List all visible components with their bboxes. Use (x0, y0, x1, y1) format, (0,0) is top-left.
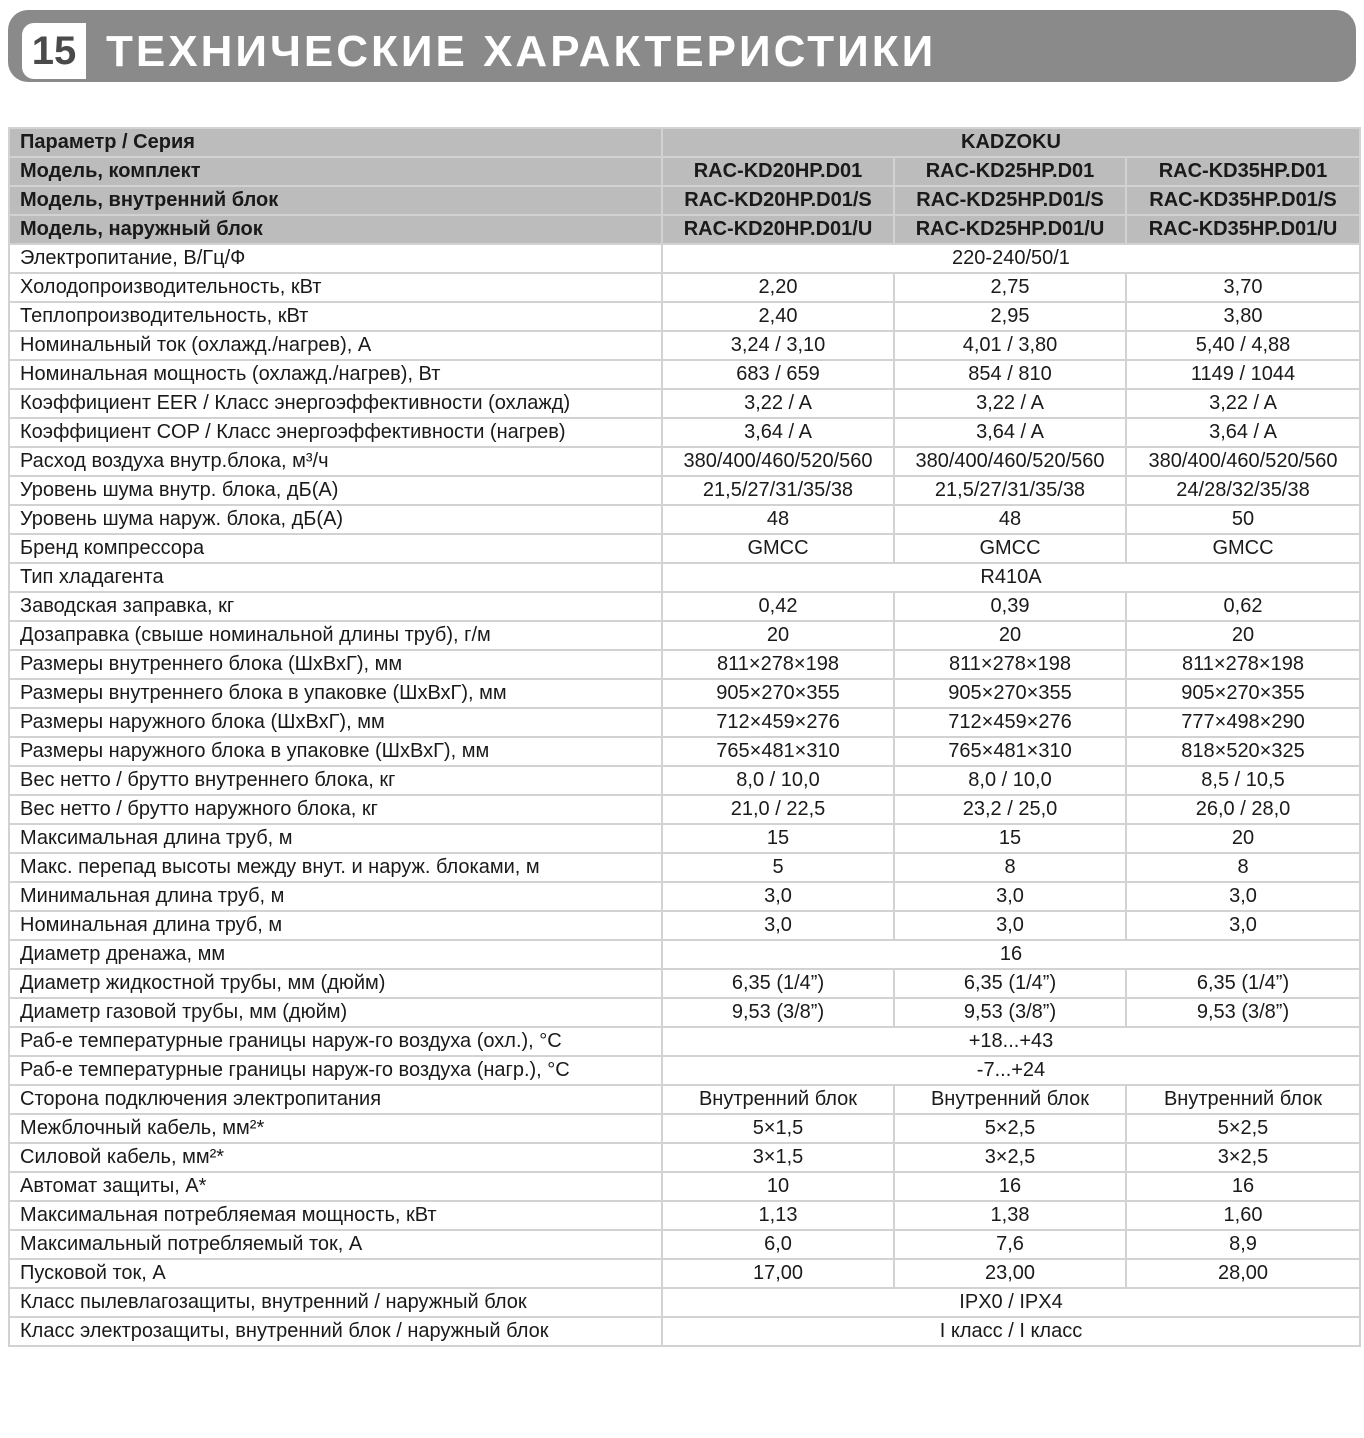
value-cell: 380/400/460/520/560 (1126, 447, 1360, 476)
value-cell: 21,5/27/31/35/38 (894, 476, 1126, 505)
value-cell: -7...+24 (662, 1056, 1360, 1085)
value-cell: GMCC (662, 534, 894, 563)
value-cell: 21,0 / 22,5 (662, 795, 894, 824)
value-cell: 26,0 / 28,0 (1126, 795, 1360, 824)
table-row (9, 1143, 1360, 1172)
value-cell: GMCC (1126, 534, 1360, 563)
spec-table (8, 127, 1361, 1347)
value-cell: 3,0 (662, 911, 894, 940)
value-cell: 380/400/460/520/560 (662, 447, 894, 476)
table-row (9, 1056, 1360, 1085)
model-cell: RAC-KD20HP.D01/S (662, 186, 894, 215)
value-cell: 3,80 (1126, 302, 1360, 331)
row-label: Номинальная мощность (охлажд./нагрев), Вт (9, 360, 662, 389)
value-cell: 15 (894, 824, 1126, 853)
model-cell: RAC-KD25HP.D01 (894, 157, 1126, 186)
series-value: KADZOKU (662, 128, 1360, 157)
value-cell: 9,53 (3/8”) (662, 998, 894, 1027)
row-label: Теплопроизводительность, кВт (9, 302, 662, 331)
table-row (9, 534, 1360, 563)
row-label: Холодопроизводительность, кВт (9, 273, 662, 302)
row-label: Уровень шума внутр. блока, дБ(А) (9, 476, 662, 505)
table-row (9, 592, 1360, 621)
model-cell: RAC-KD20HP.D01 (662, 157, 894, 186)
value-cell: 712×459×276 (894, 708, 1126, 737)
model-cell: RAC-KD25HP.D01/U (894, 215, 1126, 244)
value-cell: 905×270×355 (894, 679, 1126, 708)
section-banner (8, 10, 1356, 82)
table-row (9, 244, 1360, 273)
table-row (9, 969, 1360, 998)
table-row (9, 621, 1360, 650)
value-cell: 5×2,5 (1126, 1114, 1360, 1143)
table-row (9, 302, 1360, 331)
table-row (9, 1201, 1360, 1230)
value-cell: 6,35 (1/4”) (662, 969, 894, 998)
table-row (9, 1027, 1360, 1056)
row-label: Максимальный потребляемый ток, А (9, 1230, 662, 1259)
row-label: Электропитание, В/Гц/Ф (9, 244, 662, 273)
table-row (9, 476, 1360, 505)
value-cell: 15 (662, 824, 894, 853)
value-cell: 1,60 (1126, 1201, 1360, 1230)
row-label: Класс пылевлагозащиты, внутренний / наружный блок (9, 1288, 662, 1317)
value-cell: 854 / 810 (894, 360, 1126, 389)
value-cell: 905×270×355 (662, 679, 894, 708)
row-label: Межблочный кабель, мм²* (9, 1114, 662, 1143)
value-cell: 6,0 (662, 1230, 894, 1259)
row-label: Пусковой ток, А (9, 1259, 662, 1288)
header-row-model (9, 215, 1360, 244)
value-cell: 1,13 (662, 1201, 894, 1230)
table-row (9, 1259, 1360, 1288)
value-cell: 8,0 / 10,0 (662, 766, 894, 795)
row-label: Размеры наружного блока в упаковке (ШхВхГ), мм (9, 737, 662, 766)
value-cell: 3,0 (894, 882, 1126, 911)
value-cell: 9,53 (3/8”) (894, 998, 1126, 1027)
value-cell: Внутренний блок (894, 1085, 1126, 1114)
value-cell: 20 (1126, 824, 1360, 853)
value-cell: 2,95 (894, 302, 1126, 331)
row-label: Коэффициент COP / Класс энергоэффективности (нагрев) (9, 418, 662, 447)
value-cell: 3,22 / A (1126, 389, 1360, 418)
value-cell: 3,22 / A (894, 389, 1126, 418)
value-cell: Внутренний блок (1126, 1085, 1360, 1114)
value-cell: 765×481×310 (894, 737, 1126, 766)
table-row (9, 418, 1360, 447)
row-label: Заводская заправка, кг (9, 592, 662, 621)
value-cell: 10 (662, 1172, 894, 1201)
value-cell: 9,53 (3/8”) (1126, 998, 1360, 1027)
row-label: Бренд компрессора (9, 534, 662, 563)
value-cell: 8,0 / 10,0 (894, 766, 1126, 795)
value-cell: 20 (662, 621, 894, 650)
table-row (9, 1114, 1360, 1143)
value-cell: 23,00 (894, 1259, 1126, 1288)
table-row (9, 563, 1360, 592)
value-cell: 21,5/27/31/35/38 (662, 476, 894, 505)
row-label: Диаметр дренажа, мм (9, 940, 662, 969)
table-row (9, 360, 1360, 389)
value-cell: 8 (1126, 853, 1360, 882)
row-label: Расход воздуха внутр.блока, м³/ч (9, 447, 662, 476)
value-cell: 3,70 (1126, 273, 1360, 302)
row-label: Класс электрозащиты, внутренний блок / наружный блок (9, 1317, 662, 1346)
table-row (9, 447, 1360, 476)
value-cell: IPX0 / IPX4 (662, 1288, 1360, 1317)
row-label: Раб-е температурные границы наруж-го воздуха (охл.), °С (9, 1027, 662, 1056)
table-row (9, 650, 1360, 679)
value-cell: 5,40 / 4,88 (1126, 331, 1360, 360)
model-cell: RAC-KD35HP.D01/S (1126, 186, 1360, 215)
model-cell: RAC-KD35HP.D01/U (1126, 215, 1360, 244)
row-label: Уровень шума наруж. блока, дБ(А) (9, 505, 662, 534)
value-cell: 17,00 (662, 1259, 894, 1288)
value-cell: 765×481×310 (662, 737, 894, 766)
value-cell: 3,0 (662, 882, 894, 911)
value-cell: 8 (894, 853, 1126, 882)
table-row (9, 708, 1360, 737)
value-cell: 3,0 (1126, 911, 1360, 940)
table-row (9, 1317, 1360, 1346)
value-cell: 3,64 / A (894, 418, 1126, 447)
value-cell: Внутренний блок (662, 1085, 894, 1114)
value-cell: 48 (894, 505, 1126, 534)
value-cell: 3,64 / A (1126, 418, 1360, 447)
row-label: Вес нетто / брутто внутреннего блока, кг (9, 766, 662, 795)
section-title: ТЕХНИЧЕСКИЕ ХАРАКТЕРИСТИКИ (106, 27, 937, 76)
value-cell: 5×1,5 (662, 1114, 894, 1143)
row-label: Вес нетто / брутто наружного блока, кг (9, 795, 662, 824)
table-row (9, 1288, 1360, 1317)
row-label: Макс. перепад высоты между внут. и наруж. блоками, м (9, 853, 662, 882)
value-cell: 905×270×355 (1126, 679, 1360, 708)
row-label: Модель, внутренний блок (9, 186, 662, 215)
row-label: Размеры внутреннего блока в упаковке (ШхВхГ), мм (9, 679, 662, 708)
value-cell: 3,0 (894, 911, 1126, 940)
section-number: 15 (22, 23, 86, 79)
value-cell: 777×498×290 (1126, 708, 1360, 737)
row-label: Максимальная потребляемая мощность, кВт (9, 1201, 662, 1230)
value-cell: 3×2,5 (894, 1143, 1126, 1172)
value-cell: 0,39 (894, 592, 1126, 621)
value-cell: 5×2,5 (894, 1114, 1126, 1143)
model-cell: RAC-KD35HP.D01 (1126, 157, 1360, 186)
table-row (9, 998, 1360, 1027)
value-cell: 20 (1126, 621, 1360, 650)
value-cell: 1,38 (894, 1201, 1126, 1230)
table-row (9, 940, 1360, 969)
row-label: Коэффициент EER / Класс энергоэффективности (охлажд) (9, 389, 662, 418)
value-cell: +18...+43 (662, 1027, 1360, 1056)
value-cell: 818×520×325 (1126, 737, 1360, 766)
value-cell: 6,35 (1/4”) (1126, 969, 1360, 998)
value-cell: GMCC (894, 534, 1126, 563)
header-row-model (9, 157, 1360, 186)
table-row (9, 1085, 1360, 1114)
row-label: Тип хладагента (9, 563, 662, 592)
row-label: Дозаправка (свыше номинальной длины труб), г/м (9, 621, 662, 650)
value-cell: 811×278×198 (662, 650, 894, 679)
value-cell: 16 (662, 940, 1360, 969)
value-cell: 3,22 / A (662, 389, 894, 418)
value-cell: 50 (1126, 505, 1360, 534)
row-label: Сторона подключения электропитания (9, 1085, 662, 1114)
table-row (9, 766, 1360, 795)
value-cell: 16 (894, 1172, 1126, 1201)
row-label: Модель, комплект (9, 157, 662, 186)
value-cell: 0,62 (1126, 592, 1360, 621)
row-label: Автомат защиты, А* (9, 1172, 662, 1201)
table-row (9, 853, 1360, 882)
row-label: Размеры наружного блока (ШхВхГ), мм (9, 708, 662, 737)
value-cell: R410A (662, 563, 1360, 592)
row-label: Максимальная длина труб, м (9, 824, 662, 853)
value-cell: 16 (1126, 1172, 1360, 1201)
table-row (9, 882, 1360, 911)
row-label: Размеры внутреннего блока (ШхВхГ), мм (9, 650, 662, 679)
value-cell: 2,40 (662, 302, 894, 331)
table-row (9, 911, 1360, 940)
value-cell: 712×459×276 (662, 708, 894, 737)
value-cell: 2,75 (894, 273, 1126, 302)
value-cell: 3,0 (1126, 882, 1360, 911)
table-row (9, 273, 1360, 302)
row-label: Раб-е температурные границы наруж-го воздуха (нагр.), °С (9, 1056, 662, 1085)
value-cell: 220-240/50/1 (662, 244, 1360, 273)
value-cell: 3,64 / A (662, 418, 894, 447)
value-cell: 8,5 / 10,5 (1126, 766, 1360, 795)
value-cell: 1149 / 1044 (1126, 360, 1360, 389)
value-cell: I класс / I класс (662, 1317, 1360, 1346)
value-cell: 6,35 (1/4”) (894, 969, 1126, 998)
table-row (9, 389, 1360, 418)
value-cell: 28,00 (1126, 1259, 1360, 1288)
value-cell: 5 (662, 853, 894, 882)
value-cell: 683 / 659 (662, 360, 894, 389)
value-cell: 24/28/32/35/38 (1126, 476, 1360, 505)
table-row (9, 824, 1360, 853)
table-row (9, 795, 1360, 824)
row-label: Силовой кабель, мм²* (9, 1143, 662, 1172)
row-label: Диаметр газовой трубы, мм (дюйм) (9, 998, 662, 1027)
value-cell: 0,42 (662, 592, 894, 621)
value-cell: 3×2,5 (1126, 1143, 1360, 1172)
table-row (9, 737, 1360, 766)
value-cell: 811×278×198 (1126, 650, 1360, 679)
value-cell: 23,2 / 25,0 (894, 795, 1126, 824)
value-cell: 380/400/460/520/560 (894, 447, 1126, 476)
model-cell: RAC-KD25HP.D01/S (894, 186, 1126, 215)
value-cell: 8,9 (1126, 1230, 1360, 1259)
header-row-model (9, 186, 1360, 215)
table-row (9, 331, 1360, 360)
row-label: Минимальная длина труб, м (9, 882, 662, 911)
value-cell: 3×1,5 (662, 1143, 894, 1172)
table-row (9, 1230, 1360, 1259)
value-cell: 20 (894, 621, 1126, 650)
row-label: Номинальный ток (охлажд./нагрев), А (9, 331, 662, 360)
value-cell: 4,01 / 3,80 (894, 331, 1126, 360)
table-row (9, 1172, 1360, 1201)
row-label: Диаметр жидкостной трубы, мм (дюйм) (9, 969, 662, 998)
series-label: Параметр / Серия (9, 128, 662, 157)
row-label: Модель, наружный блок (9, 215, 662, 244)
value-cell: 3,24 / 3,10 (662, 331, 894, 360)
row-label: Номинальная длина труб, м (9, 911, 662, 940)
value-cell: 2,20 (662, 273, 894, 302)
header-row-series (9, 128, 1360, 157)
value-cell: 48 (662, 505, 894, 534)
model-cell: RAC-KD20HP.D01/U (662, 215, 894, 244)
table-row (9, 679, 1360, 708)
value-cell: 811×278×198 (894, 650, 1126, 679)
value-cell: 7,6 (894, 1230, 1126, 1259)
table-row (9, 505, 1360, 534)
